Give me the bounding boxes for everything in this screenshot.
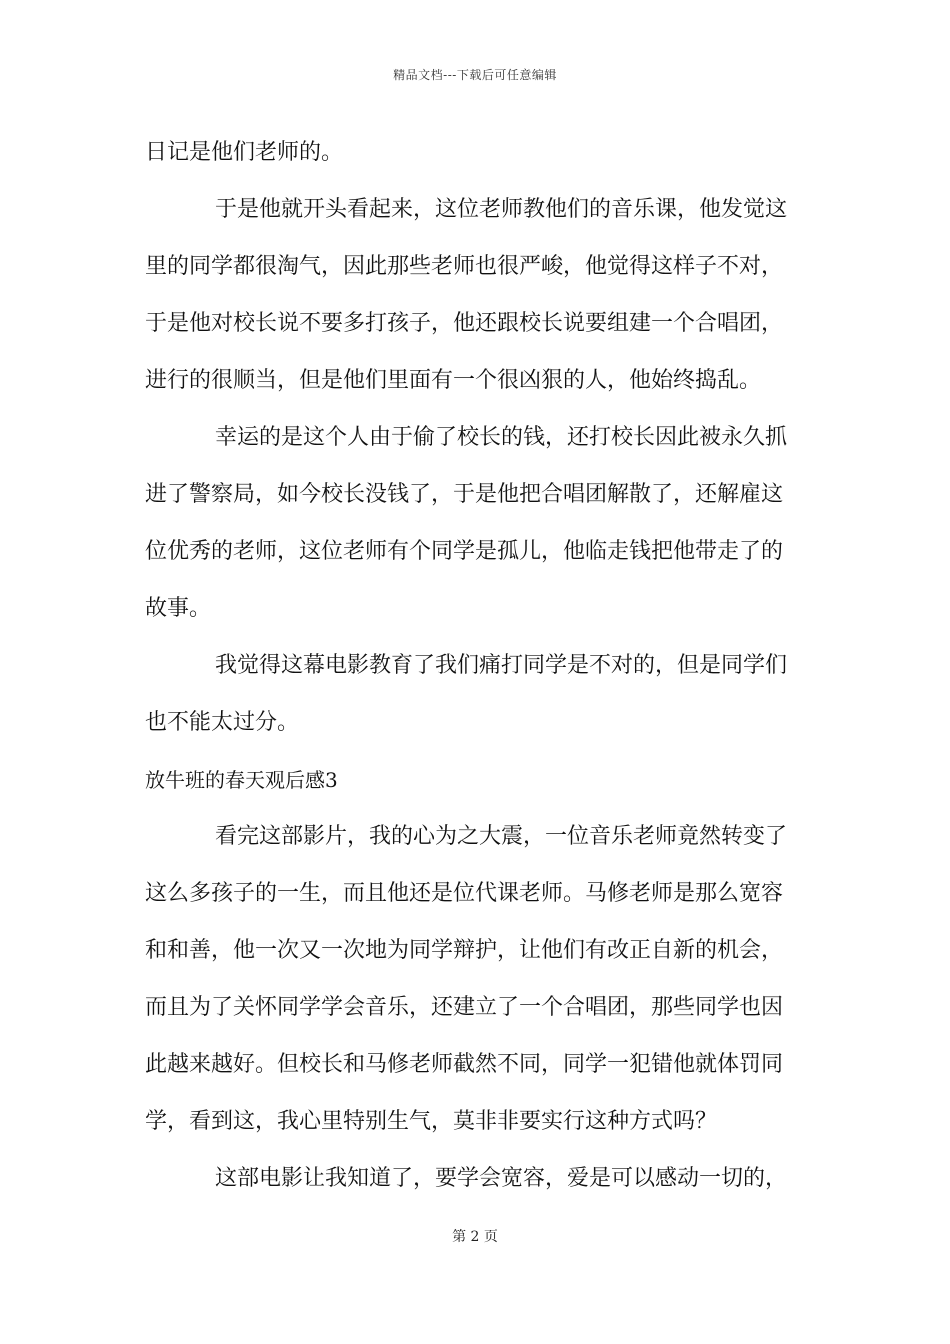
page-number: 第 2 页 [452, 1229, 498, 1245]
paragraph-line: 进行的很顺当，但是他们里面有一个很凶狠的人，他始终捣乱。 [145, 368, 762, 393]
section-heading: 放牛班的春天观后感3 [145, 768, 338, 792]
paragraph-line: 进了警察局，如今校长没钱了，于是他把合唱团解散了，还解雇这 [145, 482, 784, 507]
paragraph-line: 这部电影让我知道了，要学会宽容，爱是可以感动一切的， [215, 1166, 788, 1191]
page-header: 精品文档---下载后可任意编辑 [393, 68, 557, 82]
paragraph-line: 和和善，他一次又一次地为同学辩护，让他们有改正自新的机会， [145, 938, 784, 963]
paragraph-line: 我觉得这幕电影教育了我们痛打同学是不对的，但是同学们 [215, 653, 788, 678]
paragraph-line: 故事。 [145, 596, 212, 621]
paragraph-line: 于是他对校长说不要多打孩子，他还跟校长说要组建一个合唱团， [145, 311, 784, 336]
paragraph-line: 这么多孩子的一生，而且他还是位代课老师。马修老师是那么宽容 [145, 881, 784, 906]
paragraph-line: 里的同学都很淘气，因此那些老师也很严峻，他觉得这样子不对， [145, 254, 784, 279]
paragraph-line: 日记是他们老师的。 [145, 140, 344, 165]
paragraph-line: 学，看到这，我心里特别生气，莫非非要实行这种方式吗？ [145, 1109, 718, 1134]
paragraph-line: 于是他就开头看起来，这位老师教他们的音乐课，他发觉这 [215, 197, 788, 222]
paragraph-line: 看完这部影片，我的心为之大震，一位音乐老师竟然转变了 [215, 824, 788, 849]
paragraph-line: 幸运的是这个人由于偷了校长的钱，还打校长因此被永久抓 [215, 425, 788, 450]
paragraph-line: 而且为了关怀同学学会音乐，还建立了一个合唱团，那些同学也因 [145, 995, 784, 1020]
paragraph-line: 此越来越好。但校长和马修老师截然不同，同学一犯错他就体罚同 [145, 1052, 784, 1077]
document-body [145, 129, 815, 1212]
paragraph-line: 也不能太过分。 [145, 710, 300, 735]
paragraph-line: 位优秀的老师，这位老师有个同学是孤儿，他临走钱把他带走了的 [145, 539, 784, 564]
